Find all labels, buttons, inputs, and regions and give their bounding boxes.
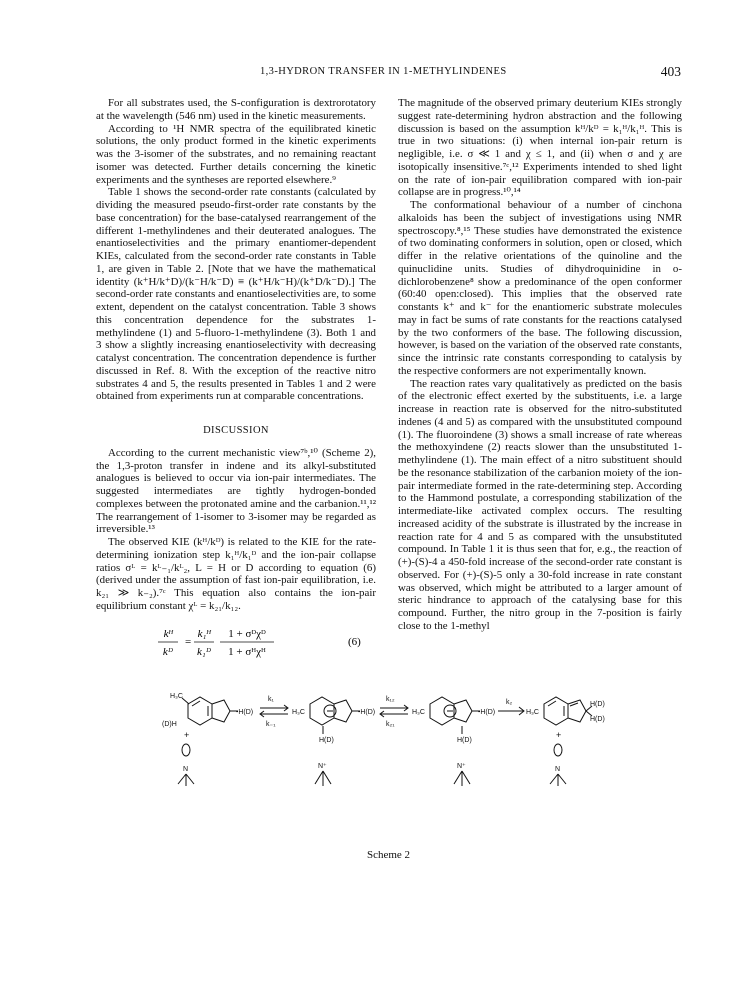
- paragraph: Table 1 shows the second-order rate constants (calculated by dividing the measured pseudo-first-order rate constants by the base concentration) for the base-catalysed rearrangement of the different 1-methylindenes and their deuterated analogues. The enantioselectivities and the primary enantiomer-dependent KIEs, calculated from the second-order rate constants in Table 1, are given in Table 2. [Note that we have the mathematical identity (k⁺H/k⁺D)/(k⁻H/k⁻D) ≡ (k⁺H/k⁻H)/(k⁺D/k⁻D).] The second-order rate constants and enantioselectivities are, to some extent, dependent on the catalyst concentration. Table 3 shows this concentration dependence for the substrates 1-methylindene (1) and 5-fluoro-1-methylindene (3). Both 1 and 3 show a slightly increasing enantioselectivity with decreasing catalyst concentration. The concentration dependence is further discussed in Ref. 8. With the exception of the reactive nitro substrates 4 and 5, the results presented in Tables 1 and 2 were obtained from experiments run at comparable concentrations.: [96, 186, 376, 403]
- label-plus: +: [556, 730, 562, 740]
- eq-lhs-denominator: kᴰ: [162, 645, 174, 658]
- equilibrium-arrow-k12: [380, 696, 408, 728]
- paragraph: The conformational behaviour of a number of cinchona alkaloids has been the subject of investigations using NMR spectroscopy.⁸,¹⁵ These studies have demonstrated the existence of two dominating conformers in solution, open or closed, which differ in the relative orientations of the quinoline and the quinuclidine units. Studies of dihydroquinidine in o-dichlorobenzene⁸ show a predominance of the open conformer (60:40 open:closed). This implies that the observed rate constants k⁺ and k⁻ for the enantiomeric substrate molecules may in fact be sums of rate constants for the reactions catalysed by the two conformers of the base. The following discussion, however, is based on the variation of the observed rate constants, since the intrinsic rate constants corresponding to catalysis by the respective conformers are not experimentally known.: [398, 199, 682, 377]
- equilibrium-arrow-k1: [260, 696, 288, 728]
- paragraph: The magnitude of the observed primary deuterium KIEs strongly suggest rate-determining hydron abstraction and the following discussion is based on the assumption kᴴ/kᴰ = k₁ᴴ/k₁ᴴ. This is true in two situations: (i) when internal ion-pair return is negligible, i.e. σ ≪ 1 and χ ≤ 1, and (ii) when σ and χ are isotopically insensitive.⁷ᶜ,¹² Experiments intended to shed light on the rate of ion-pair equilibration compared with ion-pair collapse are in progress.¹⁰,¹⁴: [398, 97, 682, 199]
- eq-fraction-denominator: 1 + σᴴχᴴ: [228, 645, 266, 658]
- paragraph: According to the current mechanistic view⁷ᵇ,¹⁰ (Scheme 2), the 1,3-proton transfer in indene and its alkyl-substituted analogues is believed to occur via ion-pair intermediates. The suggested intermediates are tightly hydrogen-bonded complexes between the protonated amine and the carbanion.¹¹,¹² The rearrangement of 1-isomer to 3-isomer may be regarded as irreversible.¹³: [96, 446, 376, 536]
- label-dh: (D)H: [162, 721, 177, 728]
- structure-2-ion-pair: [292, 697, 375, 786]
- equation-6: [96, 621, 376, 671]
- page-header: [96, 66, 681, 84]
- label-k-minus-1: k₋₁: [266, 721, 276, 728]
- label-h3c: H₃C: [526, 709, 539, 716]
- structure-4-product: [526, 697, 605, 786]
- paragraph: The reaction rates vary qualitatively as predicted on the basis of the electronic effect exerted by the substituents, i.e. a large increase in reaction rate is observed for the nitro-substituted indenes (4 and 5) as compared with the unsubstituted compound (1). The fluoroindene (3) shows a small increase of rate whereas the methoxyindene (2) reacts slower than the unsubstituted 1-methylindene (1). The main effect of a nitro substituent should be the resonance stabilization of the carbanion moiety of the ion-pair intermediate formed in the rate-determining step. According to the Hammond postulate, a corresponding stabilization of the intermediate-like activated complex occurs. The resulting increased acidity of the substrate is illustrated by the increase in reaction rate for 4 and 5 as compared with the unsubstituted compound. In Table 1 it is thus seen that for, e.g., the reaction of (+)-(S)-4 a 450-fold increase of the second-order rate constant is observed. For (+)-(S)-5 only a 30-fold increase in rate constant was observed, which might be attributed to a larger amount of steric hindrance to approach of the catalysing base for this compound. Further, the nitro group in the 7-position is fairly close to the 1-methyl: [398, 377, 682, 632]
- right-column: [398, 97, 682, 633]
- label-n-plus: N⁺: [457, 763, 466, 770]
- label-hd: -H(D): [478, 709, 496, 716]
- label-n-plus: N⁺: [318, 763, 327, 770]
- label-n: N: [183, 766, 189, 773]
- label-k12: k₁₂: [386, 696, 395, 703]
- section-heading-discussion: DISCUSSION: [203, 425, 269, 436]
- label-h3c: H₃C: [292, 709, 305, 716]
- scheme-caption: Scheme 2: [366, 849, 411, 861]
- paragraph: For all substrates used, the S-configuration is dextrorotatory at the wavelength (546 nm) used in the kinetic measurements.: [96, 97, 376, 122]
- label-hd: -H(D): [358, 709, 376, 716]
- label-hd: H(D): [590, 716, 605, 723]
- label-k1: k₁: [268, 696, 274, 703]
- eq-k1-numerator: k₁ᴴ: [197, 627, 211, 640]
- scheme-2-figure: [160, 684, 610, 819]
- label-n: N: [555, 766, 561, 773]
- eq-equals: =: [185, 635, 192, 648]
- structure-3-ion-pair: [412, 697, 495, 786]
- label-h3c: H₃C: [170, 693, 183, 700]
- label-k21: k₂₁: [386, 721, 395, 728]
- left-column: [96, 97, 376, 671]
- running-title: 1,3-HYDRON TRANSFER IN 1-METHYLINDENES: [260, 66, 507, 77]
- label-k2: k₂: [506, 699, 513, 706]
- label-hd: -H(D): [236, 709, 254, 716]
- eq-k1-denominator: k₁ᴰ: [197, 645, 211, 658]
- label-hd: H(D): [590, 701, 605, 708]
- paragraph: According to ¹H NMR spectra of the equilibrated kinetic solutions, the only product formed in the kinetic experiments was the 3-isomer of the substrates, and no remaining reactant isomer was detected. Further details concerning the kinetic experiments and the syntheses are reported elsewhere.⁹: [96, 122, 376, 186]
- paragraph: The observed KIE (kᴴ/kᴰ) is related to the KIE for the rate-determining ionization step k₁ᴴ/k₁ᴰ and the ion-pair collapse ratios σᴸ = kᴸ₋₁/kᴸ₂, L = H or D according to equation (6) (derived under the assumption of fast ion-pair equilibration, i.e. k₂₁ ≫ k₋₂).⁷ᶜ This equation also contains the ion-pair equilibrium constant χᴸ = k₂₁/k₁₂.: [96, 536, 376, 612]
- label-plus: +: [184, 730, 190, 740]
- label-hd: H(D): [457, 737, 472, 744]
- label-hd: H(D): [319, 737, 334, 744]
- eq-number: (6): [348, 635, 361, 648]
- eq-lhs-numerator: kᴴ: [163, 627, 173, 640]
- label-h3c: H₃C: [412, 709, 425, 716]
- structure-1-indene: [162, 693, 253, 786]
- reaction-arrow-k2: [498, 699, 524, 715]
- eq-fraction-numerator: 1 + σᴰχᴰ: [228, 627, 266, 640]
- page-number: 403: [660, 64, 681, 79]
